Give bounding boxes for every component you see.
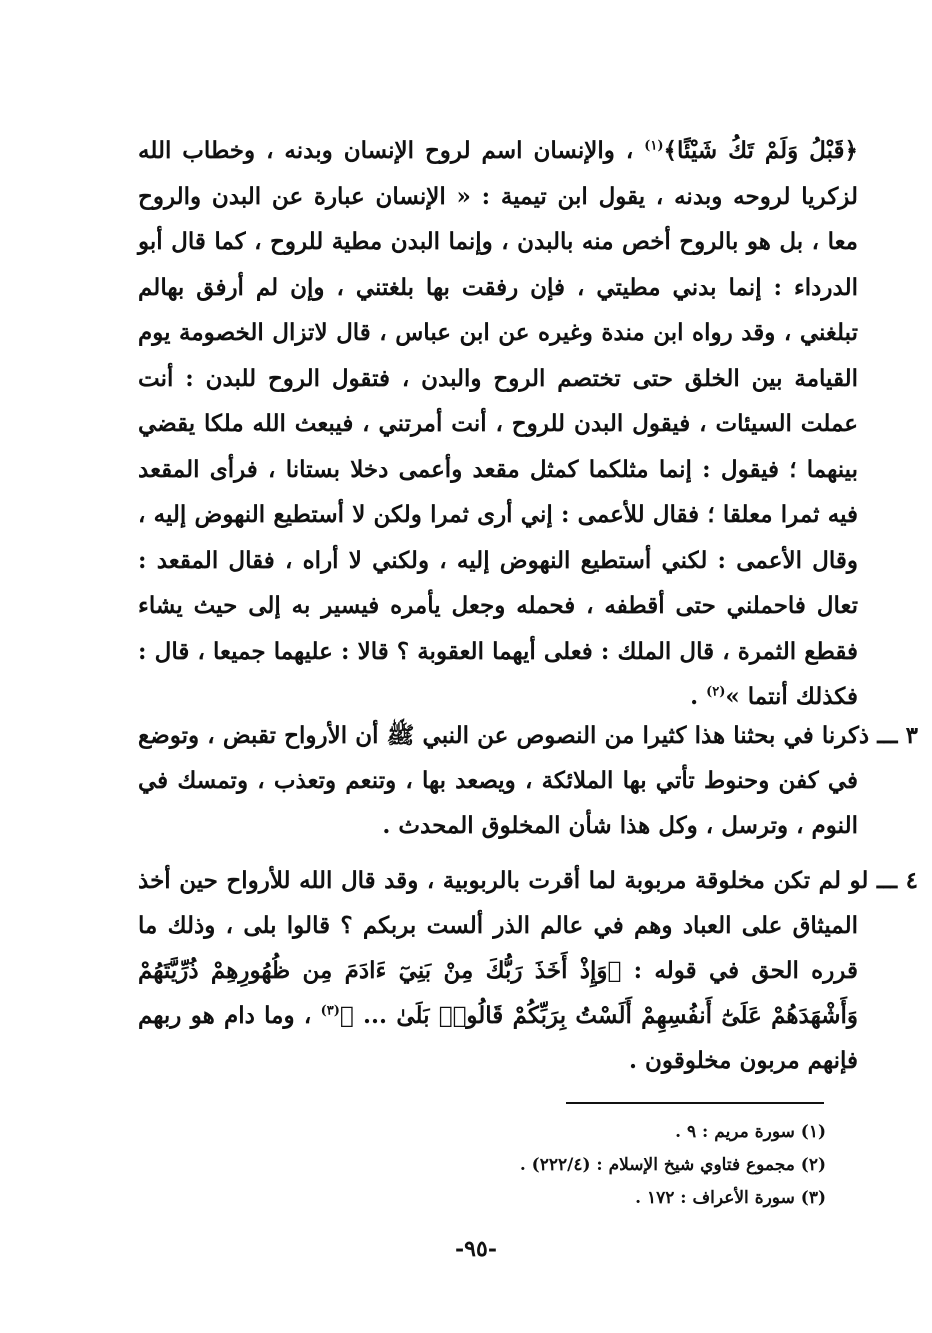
quran-quote-1: ﴿قَبْلُ وَلَمْ تَكُ شَيْئًا﴾ [663, 137, 859, 164]
paragraph-1-body: ، والإنسان اسم لروح الإنسان وبدنه ، وخطاب الله لزكريا لروحه وبدنه ، يقول ابن تيمية : « الإنسان عبارة عن البدن والروح معا ، بل هو بالروح أخص منه بالبدن ، وإنما البدن مطية للروح ، كما قال أبو الدرداء : إنما بدني مطيتي ، فإن رفقت بها بلغتني ، وإن لم أرفق بهالم تبلغني ، وقد رواه ابن مندة وغيره عن ابن عباس ، قال لاتزال الخصومة يوم القيامة بين الخلق حتى تختصم الروح والبدن ، فتقول الروح للبدن : أنت عملت السيئات ، فيقول البدن للروح ، أنت أمرتني ، فيبعث الله ملكا يقضي بينهما ؛ فيقول : إنما مثلكما كمثل مقعد وأعمى دخلا بستانا ، فرأى المقعد فيه ثمرا معلقا ؛ فقال للأعمى : إني أرى ثمرا ولكن لا أستطيع النهوض إليه ، وقال الأعمى : لكني أستطيع النهوض إليه ، ولكني لا أراه ، فقال المقعد : تعال فاحملني حتى أقطفه ، فحمله وجعل يأمره فيسير به إلى حيث يشاء فقطع الثمرة ، قال الملك : فعلى أيهما العقوبة ؟ قالا : عليهما جميعا ، قال : فكذلك أنتما » [138, 137, 858, 710]
footnote-ref-2: (٢) [706, 684, 726, 700]
item-4-text-before: لو لم تكن مخلوقة مربوبة لما أقرت بالربوبية ، وقد قال الله للأرواح حين أخذ الميثاق على العباد وهم في عالم الذر ألست بربكم ؟ قالوا بلى ، وذلك ما قرره الحق في قوله : [138, 867, 869, 984]
footnote-3: (٣) سورة الأعراف : ١٧٢ . [635, 1188, 826, 1208]
footnote-separator [566, 1102, 824, 1104]
footnote-ref-3: (٣) [320, 1003, 340, 1019]
item-4-number: ٤ ـــ [876, 867, 918, 894]
footnote-2: (٢) مجموع فتاوي شيخ الإسلام : (٢٢٢/٤) . [519, 1155, 826, 1175]
page-number: -٩٥- [455, 1236, 497, 1262]
numbered-item-3 [138, 713, 918, 848]
footnote-ref-1: (١) [644, 138, 664, 154]
item-4-body [138, 858, 918, 1083]
footnote-1: (١) سورة مريم : ٩ . [675, 1122, 826, 1142]
item-4-text-after: ، وما دام هو ربهم فإنهم مربون مخلوقون . [138, 1002, 858, 1074]
paragraph-1 [138, 128, 858, 720]
item-3-body [138, 713, 918, 848]
paragraph-1-end: . [690, 683, 699, 710]
item-3-number: ٣ ـــ [877, 722, 918, 749]
quran-quote-2: ﴿وَإِذْ أَخَذَ رَبُّكَ مِنْ بَنِيٓ ءَادَمَ مِن ظُهُورِهِمْ ذُرِّيَّتَهُمْ وَأَشْهَدَهُمْ عَلَىٰٓ أَنفُسِهِمْ أَلَسْتُ بِرَبِّكُمْ قَالُوا۟ بَلَىٰ ... ﴾ [138, 957, 858, 1029]
paragraph-1-text [138, 128, 858, 720]
footnotes [380, 1116, 826, 1215]
numbered-item-4 [138, 858, 918, 1083]
item-3-text: ذكرنا في بحثنا هذا كثيرا من النصوص عن النبي ﷺ أن الأرواح تقبض ، وتوضع في كفن وحنوط تأتي بها الملائكة ، ويصعد بها ، وتنعم وتعذب ، وتمسك في النوم ، وترسل ، وكل هذا شأن المخلوق المحدث . [138, 722, 870, 839]
